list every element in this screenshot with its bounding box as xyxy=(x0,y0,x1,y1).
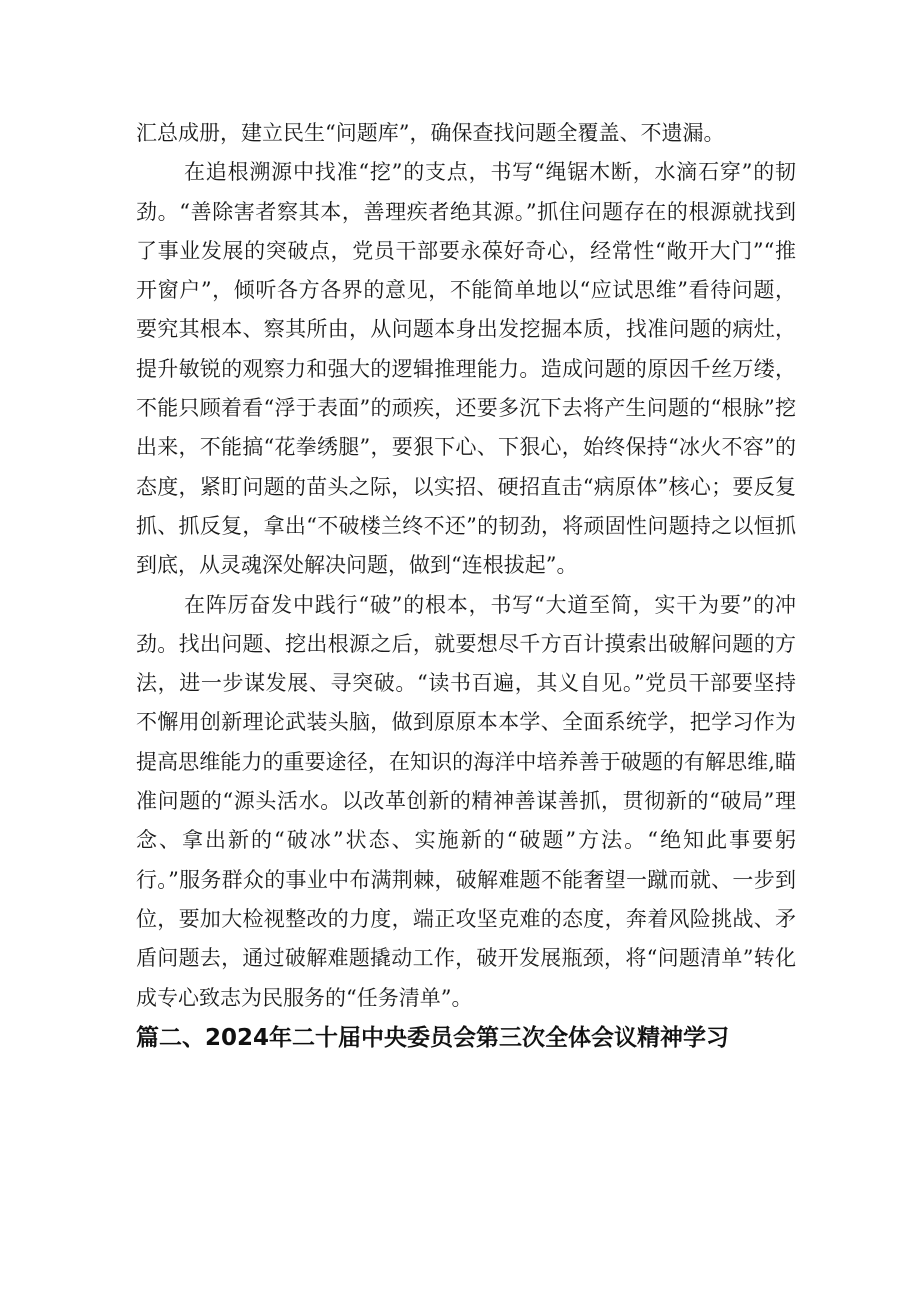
section-heading: 篇二、2024年二十届中央委员会第三次全体会议精神学习 xyxy=(136,1024,730,1051)
paragraph-dig-roots: 在追根溯源中找准“挖”的支点，书写“绳锯木断，水滴石穿”的韧劲。“善除害者察其本，善理疾者绝其源。”抓住问题存在的根源就找到了事业发展的突破点，党员干部要永葆好奇心，经常性“敞开大门”“推开窗户”，倾听各方各界的意见，不能简单地以“应试思维”看待问题，要究其根本、察其所由，从问题本身出发挖掘本质，找准问题的病灶，提升敏锐的观察力和强大的逻辑推理能力。造成问题的原因千丝万缕，不能只顾着看“浮于表面”的顽疾，还要多沉下去将产生问题的“根脉”挖出来，不能搞“花拳绣腿”，要狠下心、下狠心，始终保持“冰火不容”的态度，紧盯问题的苗头之际，以实招、硬招直击“病原体”核心；要反复抓、抓反复，拿出“不破楼兰终不还”的韧劲，将顽固性问题持之以恒抓到底，从灵魂深处解决问题，做到“连根拔起”。 xyxy=(136,160,796,578)
document-body xyxy=(136,114,796,1058)
paragraph-break-through: 在阵厉奋发中践行“破”的根本，书写“大道至简，实干为要”的冲劲。找出问题、挖出根源之后，就要想尽千方百计摸索出破解问题的方法，进一步谋发展、寻突破。“读书百遍，其义自见。”党员干部要坚持不懈用创新理论武装头脑，做到原原本本学、全面系统学，把学习作为提高思维能力的重要途径，在知识的海洋中培养善于破题的有解思维,瞄准问题的“源头活水。以改革创新的精神善谋善抓，贯彻新的“破局”理念、拿出新的“破冰”状态、实施新的“破题”方法。“绝知此事要躬行。”服务群众的事业中布满荆棘，破解难题不能奢望一蹴而就、一步到位，要加大检视整改的力度，端正攻坚克难的态度，奔着风险挑战、矛盾问题去，通过破解难题撬动工作，破开发展瓶颈，将“问题清单”转化成专心致志为民服务的“任务清单”。 xyxy=(136,592,796,1010)
paragraph-continuation: 汇总成册，建立民生“问题库”，确保查找问题全覆盖、不遗漏。 xyxy=(136,121,725,145)
